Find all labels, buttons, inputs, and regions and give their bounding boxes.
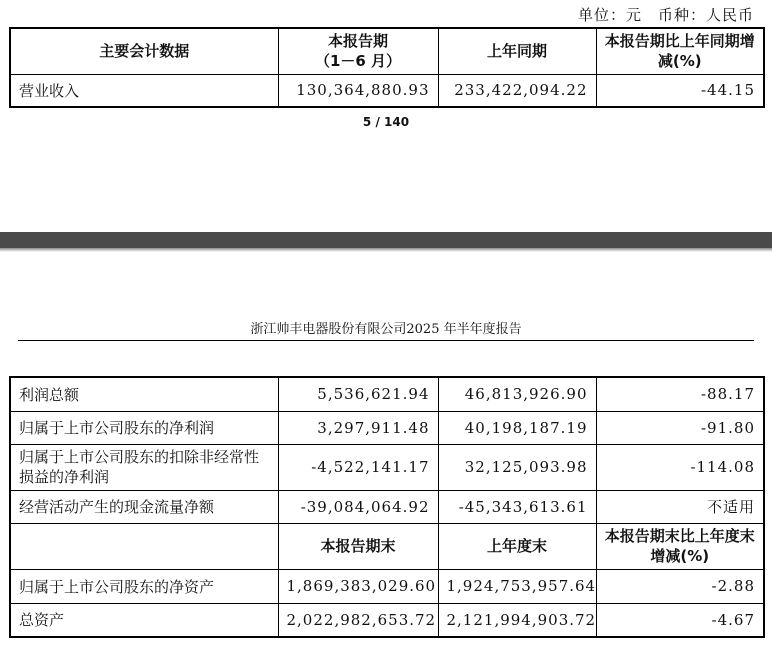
unit-currency-note: 单位：元 币种：人民币 [577,6,754,24]
row-current: 2,022,982,653.72 [278,603,438,637]
row-prior: -45,343,613.61 [438,490,596,523]
accounting-data-table-bottom [9,376,765,638]
header-current-period [278,28,438,74]
row-change: -44.15 [596,74,764,107]
table-row [10,490,764,523]
row-current: -39,084,064.92 [278,490,438,523]
row-label: 归属于上市公司股东的净资产 [10,569,278,603]
row-prior: 40,198,187.19 [438,411,596,444]
page-separator-shadow [0,248,772,252]
row-prior: 32,125,093.98 [438,444,596,490]
row-change: -4.67 [596,603,764,637]
table-row [10,603,764,637]
header-current-period-text: 本报告期 （1－6 月） [314,32,402,71]
header-item: 主要会计数据 [10,28,278,74]
header-change: 本报告期比上年同期增减(%) [596,28,764,74]
accounting-data-table-top [9,27,765,108]
row-prior: 1,924,753,957.64 [438,569,596,603]
row-current: 5,536,621.94 [278,377,438,411]
row-change: -114.08 [596,444,764,490]
row-label: 经营活动产生的现金流量净额 [10,490,278,523]
row-label: 总资产 [10,603,278,637]
row-label: 归属于上市公司股东的净利润 [10,411,278,444]
row-change: -91.80 [596,411,764,444]
table-row [10,444,764,490]
header-prior-period: 上年同期 [438,28,596,74]
sub-header-current: 本报告期末 [278,523,438,569]
row-label: 利润总额 [10,377,278,411]
page-separator [0,232,772,248]
row-label: 营业收入 [10,74,278,107]
document-header: 浙江帅丰电器股份有限公司2025 年半年度报告 [250,322,522,337]
page-number: 5 / 140 [362,115,410,129]
table-row [10,411,764,444]
sub-header-prior: 上年度末 [438,523,596,569]
row-prior: 233,422,094.22 [438,74,596,107]
header-row [10,28,764,74]
table-row [10,377,764,411]
row-prior: 2,121,994,903.72 [438,603,596,637]
row-change: -88.17 [596,377,764,411]
row-change: 不适用 [596,490,764,523]
table-row [10,74,764,107]
table-row [10,569,764,603]
row-prior: 46,813,926.90 [438,377,596,411]
row-current: 130,364,880.93 [278,74,438,107]
header-rule [18,340,754,341]
row-current: -4,522,141.17 [278,444,438,490]
page-top [0,0,772,232]
row-current: 3,297,911.48 [278,411,438,444]
row-change: -2.88 [596,569,764,603]
sub-header-change: 本报告期末比上年度末增减(%) [596,523,764,569]
sub-header-empty [10,523,278,569]
sub-header-row [10,523,764,569]
row-label: 归属于上市公司股东的扣除非经常性损益的净利润 [10,444,278,490]
row-current: 1,869,383,029.60 [278,569,438,603]
